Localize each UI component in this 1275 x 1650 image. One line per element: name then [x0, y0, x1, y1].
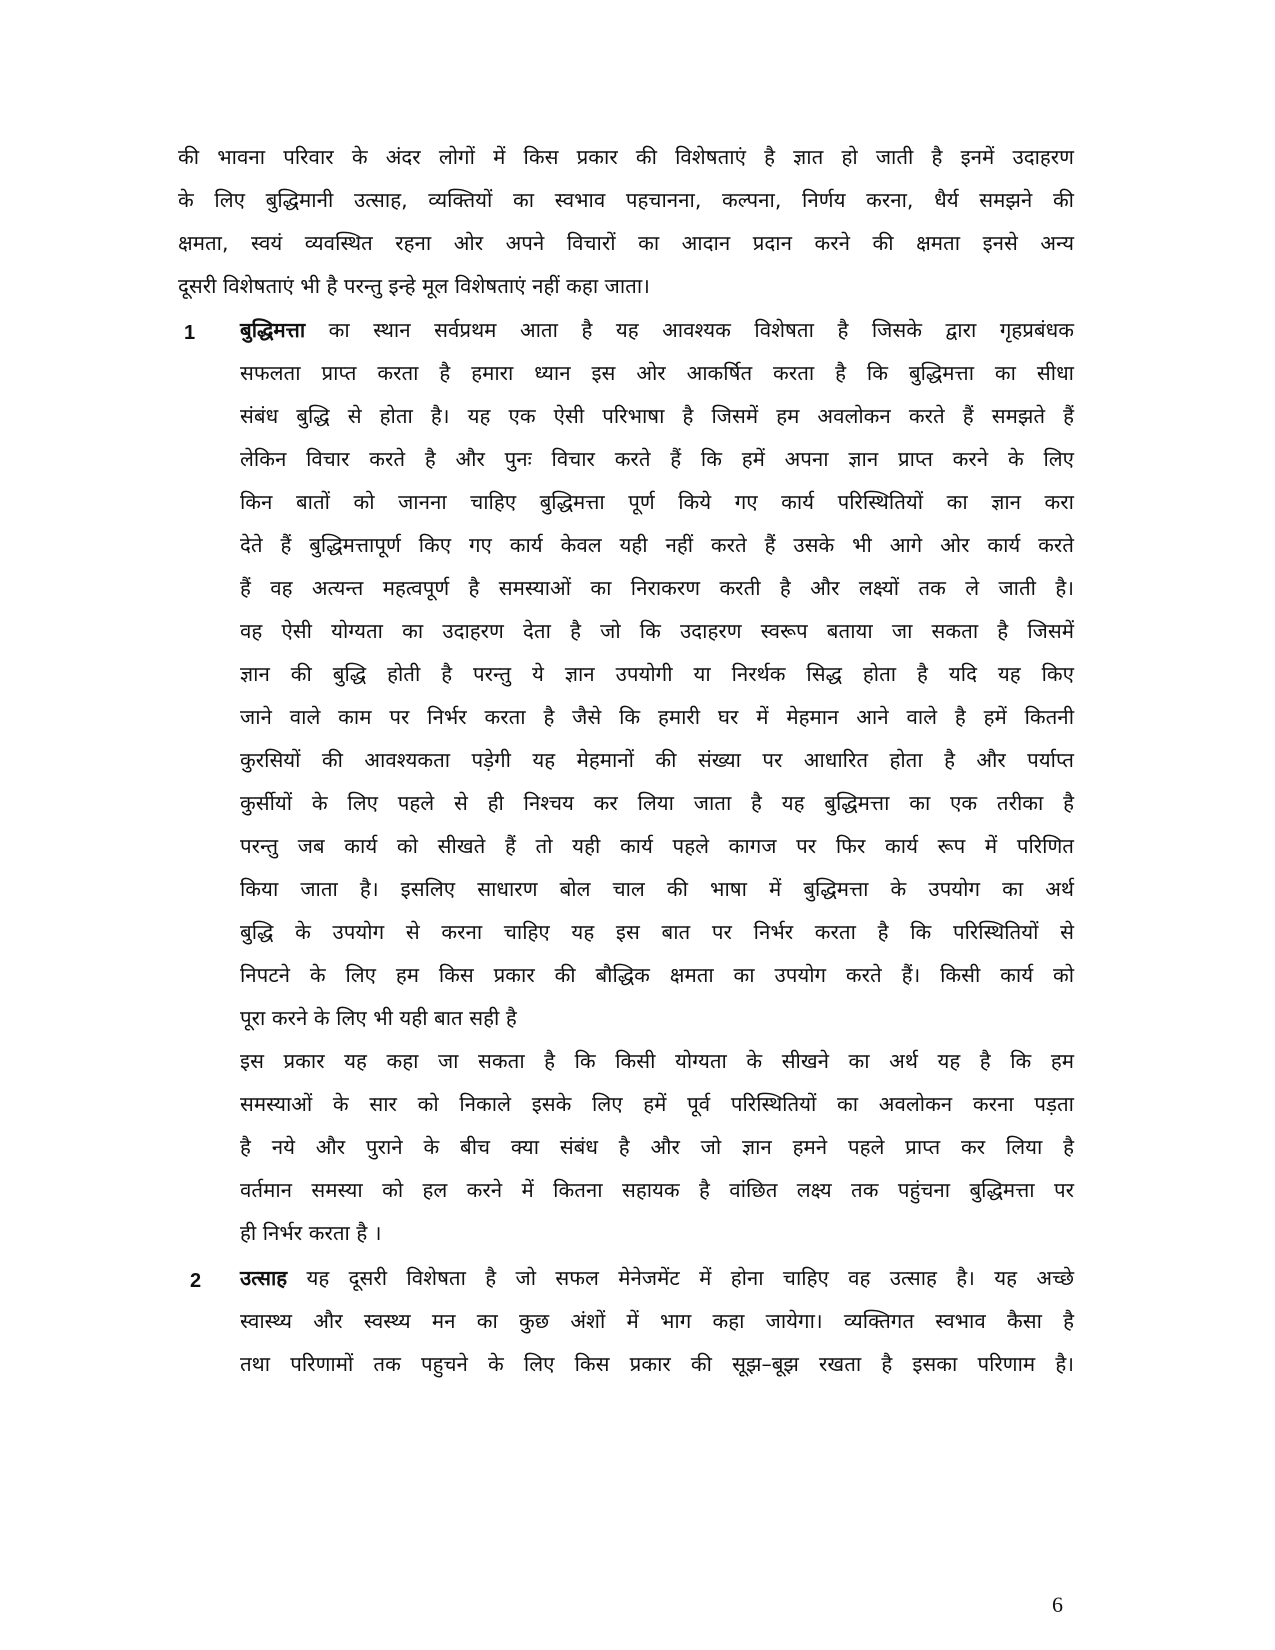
body-line: निपटने के लिए हम किस प्रकार की बौद्धिक क्षमता का उपयोग करते हैं। किसी कार्य को	[240, 963, 1074, 987]
item-heading-rest: यह दूसरी विशेषता है जो सफल मेनेजमेंट में होना चाहिए वह उत्साह है। यह अच्छे	[287, 1266, 1074, 1290]
item-heading-line	[240, 1263, 1074, 1293]
item-number: 1	[184, 322, 196, 344]
item-heading: बुद्धिमत्ता	[240, 318, 306, 342]
body-line: लेकिन विचार करते है और पुनः विचार करते हैं कि हमें अपना ज्ञान प्राप्त करने के लिए	[240, 447, 1074, 471]
body-line: सफलता प्राप्त करता है हमारा ध्यान इस ओर आकर्षित करता है कि बुद्धिमत्ता का सीधा	[240, 361, 1074, 385]
body-line: तथा परिणामों तक पहुचने के लिए किस प्रकार की सूझ–बूझ रखता है इसका परिणाम है।	[240, 1352, 1074, 1376]
body-line: पूरा करने के लिए भी यही बात सही है	[240, 1006, 517, 1030]
body-line: ही निर्भर करता है ।	[240, 1221, 382, 1245]
body-line: वह ऐसी योग्यता का उदाहरण देता है जो कि उदाहरण स्वरूप बताया जा सकता है जिसमें	[240, 619, 1074, 643]
body-line: जाने वाले काम पर निर्भर करता है जैसे कि हमारी घर में मेहमान आने वाले है हमें कितनी	[240, 705, 1074, 729]
page-number: 6	[1052, 1592, 1063, 1617]
item-heading-line	[240, 315, 1074, 345]
body-line: हैं वह अत्यन्त महत्वपूर्ण है समस्याओं का निराकरण करती है और लक्ष्यों तक ले जाती है।	[240, 576, 1074, 600]
body-line: किन बातों को जानना चाहिए बुद्धिमत्ता पूर्ण किये गए कार्य परिस्थितियों का ज्ञान करा	[240, 490, 1074, 514]
intro-line: क्षमता, स्वयं व्यवस्थित रहना ओर अपने विचारों का आदान प्रदान करने की क्षमता इनसे अन्य	[178, 231, 1074, 255]
body-line: देते हैं बुद्धिमत्तापूर्ण किए गए कार्य केवल यही नहीं करते हैं उसके भी आगे ओर कार्य करते	[240, 533, 1074, 557]
item-heading: उत्साह	[240, 1266, 288, 1290]
item-number: 2	[190, 1270, 202, 1292]
body-line: इस प्रकार यह कहा जा सकता है कि किसी योग्यता के सीखने का अर्थ यह है कि हम	[240, 1049, 1074, 1073]
body-line: संबंध बुद्धि से होता है। यह एक ऐसी परिभाषा है जिसमें हम अवलोकन करते हैं समझते हैं	[240, 404, 1074, 428]
intro-line: की भावना परिवार के अंदर लोगों में किस प्रकार की विशेषताएं है ज्ञात हो जाती है इनमें उदाहरण	[178, 145, 1074, 169]
body-line: स्वास्थ्य और स्वस्थ्य मन का कुछ अंशों में भाग कहा जायेगा। व्यक्तिगत स्वभाव कैसा है	[240, 1309, 1074, 1333]
body-line: वर्तमान समस्या को हल करने में कितना सहायक है वांछित लक्ष्य तक पहुंचना बुद्धिमत्ता पर	[240, 1178, 1074, 1202]
body-line: है नये और पुराने के बीच क्या संबंध है और जो ज्ञान हमने पहले प्राप्त कर लिया है	[240, 1135, 1074, 1159]
body-line: बुद्धि के उपयोग से करना चाहिए यह इस बात पर निर्भर करता है कि परिस्थितियों से	[240, 920, 1074, 944]
body-line: परन्तु जब कार्य को सीखते हैं तो यही कार्य पहले कागज पर फिर कार्य रूप में परिणित	[240, 834, 1074, 858]
item-heading-rest: का स्थान सर्वप्रथम आता है यह आवश्यक विशेषता है जिसके द्वारा गृहप्रबंधक	[305, 318, 1074, 342]
body-line: किया जाता है। इसलिए साधारण बोल चाल की भाषा में बुद्धिमत्ता के उपयोग का अर्थ	[240, 877, 1074, 901]
body-line: कुरसियों की आवश्यकता पड़ेगी यह मेहमानों की संख्या पर आधारित होता है और पर्याप्त	[240, 748, 1074, 772]
body-line: कुर्सीयों के लिए पहले से ही निश्चय कर लिया जाता है यह बुद्धिमत्ता का एक तरीका है	[240, 791, 1074, 815]
intro-line: दूसरी विशेषताएं भी है परन्तु इन्हे मूल विशेषताएं नहीं कहा जाता।	[178, 274, 650, 298]
intro-line: के लिए बुद्धिमानी उत्साह, व्यक्तियों का स्वभाव पहचानना, कल्पना, निर्णय करना, धैर्य समझने की	[178, 188, 1074, 212]
body-line: ज्ञान की बुद्धि होती है परन्तु ये ज्ञान उपयोगी या निरर्थक सिद्ध होता है यदि यह किए	[240, 662, 1074, 686]
body-line: समस्याओं के सार को निकाले इसके लिए हमें पूर्व परिस्थितियों का अवलोकन करना पड़ता	[240, 1092, 1074, 1116]
